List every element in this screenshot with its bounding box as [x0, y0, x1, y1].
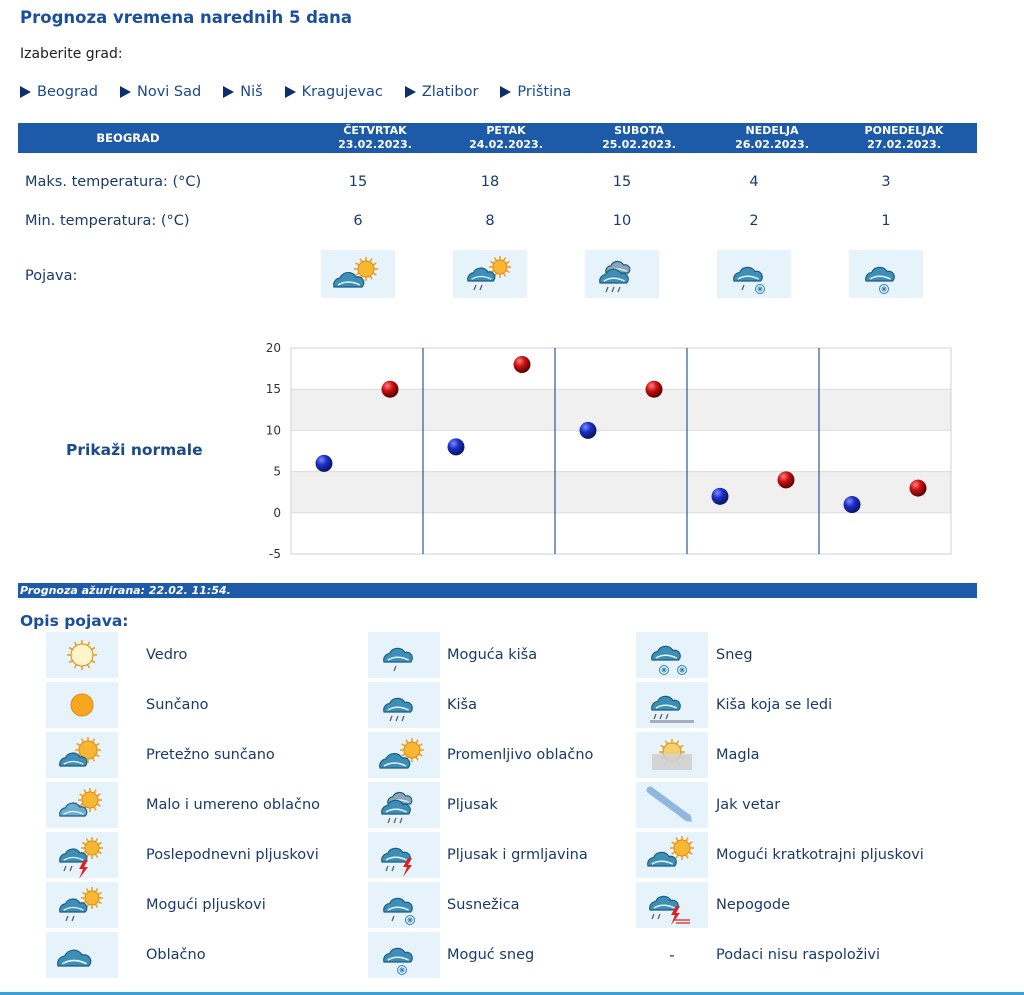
- chart-band: [291, 513, 951, 554]
- city-list: [20, 84, 593, 100]
- y-tick-label: 20: [265, 341, 281, 355]
- header-day-4: NEDELJA 26.02.2023.: [735, 124, 809, 151]
- max-temp-day-2: 18: [480, 174, 500, 190]
- city-link-zlatibor[interactable]: Zlatibor: [405, 84, 479, 100]
- oblacno-icon: [46, 932, 118, 978]
- max-temp-day-1: 15: [348, 174, 368, 190]
- sneg-icon: [636, 632, 708, 678]
- legend-label: Sunčano: [146, 697, 209, 713]
- legend-label: Nepogode: [716, 897, 791, 913]
- max-temp-point: [646, 381, 663, 398]
- legend-label: Mogući pljuskovi: [146, 897, 266, 913]
- legend-label: Susnežica: [447, 897, 520, 913]
- min-temp-point: [316, 455, 333, 472]
- arrow-right-icon: [20, 86, 31, 98]
- y-tick-label: 5: [273, 464, 281, 479]
- moguci-pljuskovi-icon: [46, 882, 118, 928]
- legend-title: Opis pojava:: [20, 612, 129, 630]
- vedro-icon: [46, 632, 118, 678]
- max-temp-day-3: 15: [612, 174, 632, 190]
- city-link-kragujevac[interactable]: Kragujevac: [285, 84, 383, 100]
- max-temp-point: [382, 381, 399, 398]
- max-temp-label: Maks. temperatura: (°C): [25, 174, 202, 190]
- legend-label: Mogući kratkotrajni pljuskovi: [716, 847, 924, 863]
- header-day-2: PETAK 24.02.2023.: [469, 124, 543, 151]
- pljusak-icon: [368, 782, 440, 828]
- jak-vetar-icon: [636, 782, 708, 828]
- min-temp-label: Min. temperatura: (°C): [25, 213, 190, 229]
- promenljivo-oblacno-icon: [321, 250, 395, 298]
- min-temp-day-5: 1: [881, 213, 891, 229]
- dash-icon: -: [669, 946, 675, 964]
- legend-label: Pretežno sunčano: [146, 747, 275, 763]
- moguca-kisa-icon: [368, 632, 440, 678]
- min-temp-day-1: 6: [353, 213, 363, 229]
- city-link-pristina[interactable]: Priština: [500, 84, 571, 100]
- legend-label: Kiša: [447, 697, 477, 713]
- moguc-sneg-icon: [368, 932, 440, 978]
- min-temp-point: [844, 496, 861, 513]
- page-title: Prognoza vremena narednih 5 dana: [20, 8, 352, 27]
- header-day-5: PONEDELJAK 27.02.2023.: [864, 124, 944, 151]
- forecast-header: [18, 123, 977, 153]
- header-city: BEOGRAD: [96, 131, 160, 145]
- legend-label: Pljusak i grmljavina: [447, 847, 588, 863]
- nepogode-icon: [636, 882, 708, 928]
- poslepodnevni-pljuskovi-icon: [46, 832, 118, 878]
- city-link-nis[interactable]: Niš: [223, 84, 262, 100]
- max-temp-point: [514, 356, 531, 373]
- y-tick-label: 0: [273, 505, 281, 520]
- max-temp-day-5: 3: [881, 174, 891, 190]
- susnezica-icon: [717, 250, 791, 298]
- malo-oblacno-icon: [46, 782, 118, 828]
- suncano-icon: [46, 682, 118, 728]
- pretezno-suncano-icon: [46, 732, 118, 778]
- pljusak-grmljavina-icon: [368, 832, 440, 878]
- arrow-right-icon: [405, 86, 416, 98]
- legend-label: Magla: [716, 747, 760, 763]
- temperature-chart: [255, 338, 975, 568]
- moguc-sneg-icon: [849, 250, 923, 298]
- arrow-right-icon: [285, 86, 296, 98]
- max-temp-point: [910, 480, 927, 497]
- legend-label: Poslepodnevni pljuskovi: [146, 847, 319, 863]
- y-tick-label: 15: [265, 382, 281, 397]
- legend-label: Moguća kiša: [447, 647, 538, 663]
- y-tick-label: -5: [269, 547, 281, 561]
- city-link-beograd[interactable]: Beograd: [20, 84, 98, 100]
- kratkotrajni-pljuskovi-icon: [636, 832, 708, 878]
- city-link-novi-sad[interactable]: Novi Sad: [120, 84, 201, 100]
- choose-city-label: Izaberite grad:: [20, 46, 123, 62]
- min-temp-point: [580, 422, 597, 439]
- promenljivo-oblacno-icon: [368, 732, 440, 778]
- legend-label: Malo i umereno oblačno: [146, 797, 321, 813]
- moguci-pljuskovi-icon: [453, 250, 527, 298]
- min-temp-day-2: 8: [485, 213, 495, 229]
- header-day-1: ČETVRTAK 23.02.2023.: [338, 124, 412, 151]
- phenomenon-label: Pojava:: [25, 268, 78, 284]
- kisa-icon: [368, 682, 440, 728]
- chart-band: [291, 430, 951, 471]
- min-temp-day-4: 2: [749, 213, 759, 229]
- legend-label: Kiša koja se ledi: [716, 697, 833, 713]
- show-normals-link[interactable]: Prikaži normale: [66, 441, 203, 459]
- arrow-right-icon: [120, 86, 131, 98]
- arrow-right-icon: [223, 86, 234, 98]
- legend-label: Jak vetar: [716, 797, 781, 813]
- legend-label: Podaci nisu raspoloživi: [716, 947, 880, 963]
- arrow-right-icon: [500, 86, 511, 98]
- legend-label: Pljusak: [447, 797, 498, 813]
- susnezica-icon: [368, 882, 440, 928]
- min-temp-day-3: 10: [612, 213, 632, 229]
- legend-label: Moguć sneg: [447, 947, 535, 963]
- y-tick-label: 10: [265, 423, 281, 438]
- min-temp-point: [448, 438, 465, 455]
- kisa-ledi-icon: [636, 682, 708, 728]
- max-temp-point: [778, 471, 795, 488]
- pljusak-icon: [585, 250, 659, 298]
- magla-icon: [636, 732, 708, 778]
- updated-bar: Prognoza ažurirana: 22.02. 11:54.: [18, 583, 977, 598]
- legend-label: Oblačno: [146, 947, 206, 963]
- legend-label: Promenljivo oblačno: [447, 747, 594, 763]
- header-day-3: SUBOTA 25.02.2023.: [602, 124, 676, 151]
- min-temp-point: [712, 488, 729, 505]
- legend-label: Vedro: [146, 647, 188, 663]
- max-temp-day-4: 4: [749, 174, 759, 190]
- legend-label: Sneg: [716, 647, 753, 663]
